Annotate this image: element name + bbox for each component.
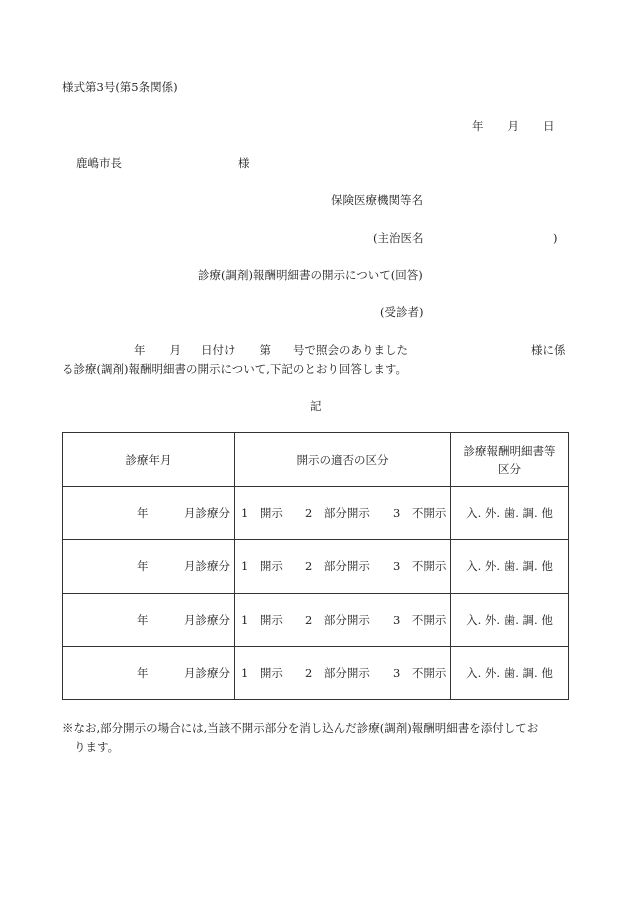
header-statement [451, 433, 569, 487]
table-row [63, 593, 569, 646]
option-disclose: 1 開示 [241, 665, 283, 680]
footnote-line-2: ります。 [74, 740, 120, 754]
table-header-row [63, 433, 569, 487]
header-disclosure: 開示の適否の区分 [235, 433, 451, 487]
body-year: 年 [134, 343, 146, 357]
date-year: 年 [472, 119, 484, 133]
addressee-honorific: 様 [238, 156, 250, 170]
option-partial: 2 部分開示 [305, 506, 370, 521]
doctor-close: ) [553, 231, 558, 245]
date-line [472, 119, 555, 133]
row-year: 年 [137, 559, 149, 574]
option-nondisclose: 3 不開示 [393, 506, 447, 521]
body-number-prefix: 第 [259, 343, 271, 357]
statement-kinds: 入. 外. 歯. 調. 他 [451, 540, 569, 593]
doctor-open: (主治医名 [373, 231, 424, 245]
table-row [63, 540, 569, 593]
row-month-suffix: 月診療分 [184, 559, 230, 574]
option-disclose: 1 開示 [241, 506, 283, 521]
row-year: 年 [137, 506, 149, 521]
row-year: 年 [137, 612, 149, 627]
body-line-1 [134, 343, 408, 357]
ki-heading: 記 [310, 399, 322, 413]
option-nondisclose: 3 不開示 [393, 665, 447, 680]
body-line-2: る診療(調剤)報酬明細書の開示について,下記のとおり回答します。 [62, 362, 407, 376]
option-partial: 2 部分開示 [305, 665, 370, 680]
date-day: 日 [543, 119, 555, 133]
disclosure-table [62, 432, 569, 700]
table-row [63, 487, 569, 540]
body-month: 月 [169, 343, 181, 357]
institution-label: 保険医療機関等名 [331, 193, 423, 207]
statement-kinds: 入. 外. 歯. 調. 他 [451, 487, 569, 540]
header-statement-line1: 診療報酬明細書等 [463, 443, 556, 458]
statement-kinds: 入. 外. 歯. 調. 他 [451, 646, 569, 699]
footnote-line-1: ※なお,部分開示の場合には,当該不開示部分を消し込んだ診療(調剤)報酬明細書を添付してお [62, 721, 539, 735]
addressee-name: 鹿嶋市長 [76, 156, 122, 170]
option-disclose: 1 開示 [241, 559, 283, 574]
option-disclose: 1 開示 [241, 612, 283, 627]
date-month: 月 [507, 119, 519, 133]
row-month-suffix: 月診療分 [184, 506, 230, 521]
body-date-suffix: 日付け [201, 343, 236, 357]
row-year: 年 [137, 665, 149, 680]
form-number: 様式第3号(第5条関係) [62, 80, 178, 94]
header-statement-line2: 区分 [498, 461, 521, 476]
row-month-suffix: 月診療分 [184, 612, 230, 627]
table-row [63, 646, 569, 699]
option-nondisclose: 3 不開示 [393, 612, 447, 627]
body-sama-ni: 様に係 [531, 343, 566, 357]
option-partial: 2 部分開示 [305, 559, 370, 574]
option-partial: 2 部分開示 [305, 612, 370, 627]
row-month-suffix: 月診療分 [184, 665, 230, 680]
option-nondisclose: 3 不開示 [393, 559, 447, 574]
footnote [62, 719, 572, 757]
patient-label: (受診者) [380, 305, 424, 319]
header-period: 診療年月 [63, 433, 235, 487]
body-number-suffix: 号で照会のありました [293, 343, 408, 357]
statement-kinds: 入. 外. 歯. 調. 他 [451, 593, 569, 646]
document-title: 診療(調剤)報酬明細書の開示について(回答) [198, 268, 423, 282]
